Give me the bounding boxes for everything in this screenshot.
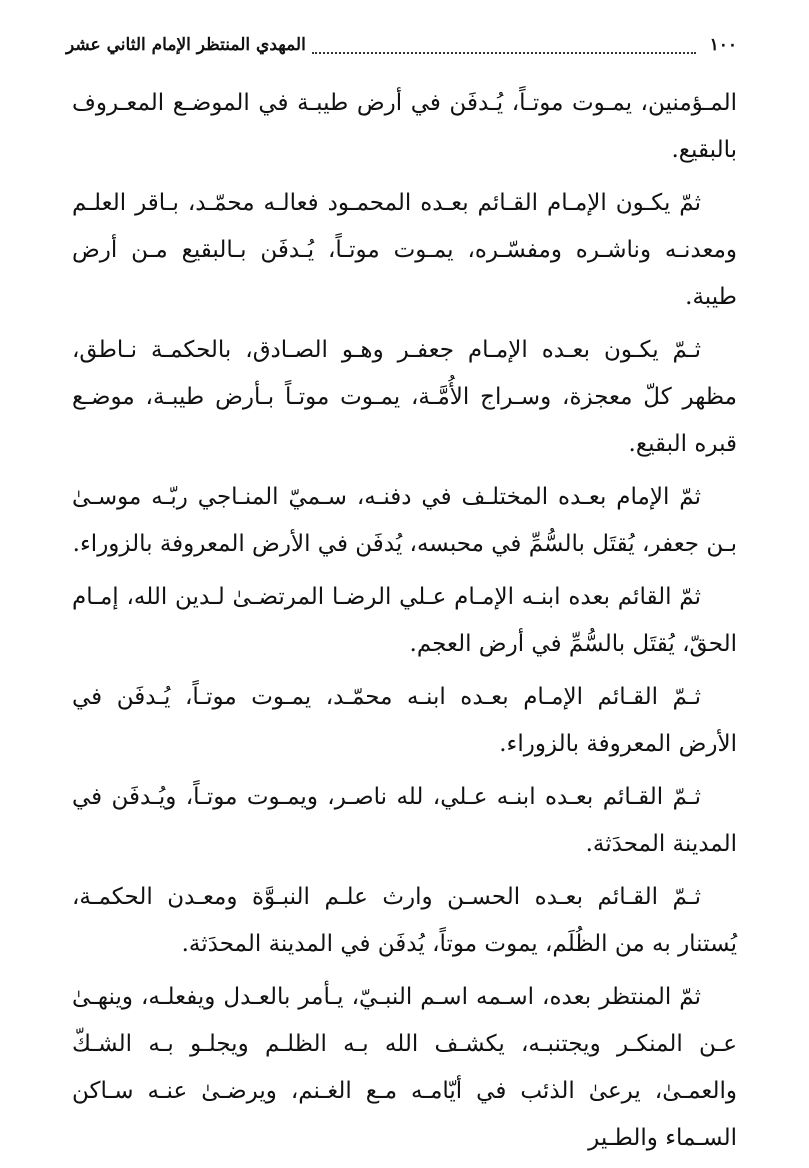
page-number: ١٠٠ [709, 35, 737, 55]
paragraph: ثمّ القائم بعده ابنـه الإمـام عـلي الرضـا المرتضـىٰ لـدين الله، إمـام الحقّ، يُقتَل بالسُّمِّ في أرض العجم. [72, 584, 737, 657]
paragraph: ثـمّ القـائم بعـده الحسـن وارث علـم النبـوَّة ومعـدن الحكمـة، يُستنار به من الظُلَم، يموت موتاً، يُدفَن في المدينة المحدَثة. [72, 884, 737, 957]
paragraph: ثمّ الإمام بعـده المختلـف في دفنـه، سـميّ المنـاجي ربّـه موسـىٰ بـن جعفر، يُقتَل بالسُّمِّ في محبسه، يُدفَن في الأرض المعروفة بالزوراء. [72, 484, 737, 557]
paragraph: ثـمّ القـائم الإمـام بعـده ابنـه محمّـد، يمـوت موتـاً، يُـدفَن في الأرض المعروفة بالزوراء. [72, 684, 737, 757]
book-title: المهدي المنتظر الإمام الثاني عشر [66, 35, 306, 55]
paragraph: المـؤمنين، يمـوت موتـاً، يُـدفَن في أرض طيبـة في الموضـع المعـروف بالبقيع. [72, 90, 737, 163]
paragraph: ثـمّ القـائم بعـده ابنـه عـلي، لله ناصـر، ويمـوت موتـاً، ويُـدفَن في المدينة المحدَثة. [72, 784, 737, 857]
paragraph: ثمّ يكـون الإمـام القـائم بعـده المحمـود فعالـه محمّـد، بـاقر العلـم ومعدنـه وناشـره ومفسّـره، يمـوت موتـاً، يُـدفَن بـالبقيع مـن أرض طيبة. [72, 190, 737, 310]
paragraph: ثـمّ يكـون بعـده الإمـام جعفـر وهـو الصـادق، بالحكمـة نـاطق، مظهر كلّ معجزة، وسـراج الأُمَّـة، يمـوت موتـاً بـأرض طيبـة، موضـع قبره البقيع. [72, 337, 737, 457]
running-header [66, 30, 737, 60]
dotted-leader [312, 36, 696, 54]
paragraph: ثمّ المنتظر بعده، اسـمه اسـم النبـيّ، يـأمر بالعـدل ويفعلـه، وينهـىٰ عـن المنكـر ويجتنبـه، يكشـف الله بـه الظلـم ويجلـو بـه الشـكّ والعمـىٰ، يرعىٰ الذئب في أيّامـه مـع الغـنم، ويرضـىٰ عنـه سـاكن السـماء والطـير [72, 984, 737, 1151]
body-text [72, 80, 737, 1168]
